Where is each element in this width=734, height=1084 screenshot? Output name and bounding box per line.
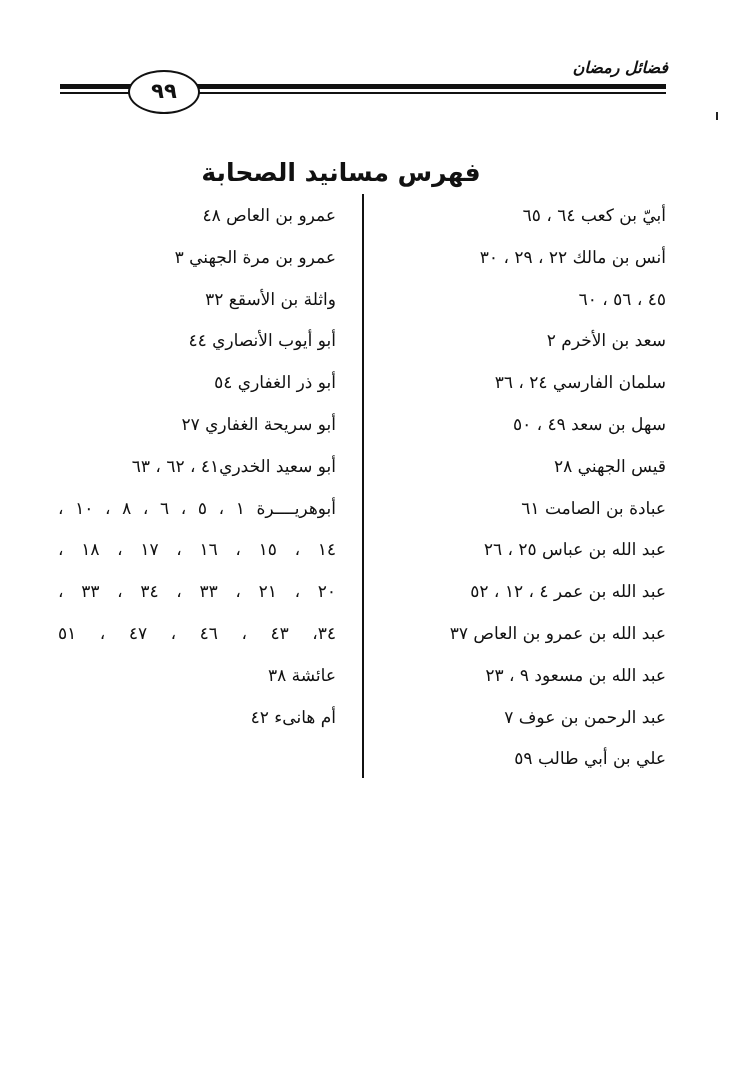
- index-entry: أبو سريحة الغفاري ٢٧: [181, 414, 336, 435]
- index-entry: قيس الجهني ٢٨: [553, 456, 666, 477]
- index-entry: عبد الرحمن بن عوف ٧: [504, 707, 666, 728]
- page-number: ٩٩: [128, 70, 200, 114]
- index-entry-continued: أبوهريــــرة ١ ، ٥ ، ٦ ، ٨ ، ١٠ ،: [58, 498, 336, 519]
- index-entry: سعد بن الأخرم ٢: [546, 331, 666, 352]
- index-entry: عمرو بن مرة الجهني ٣: [174, 247, 336, 268]
- index-entry: عبادة بن الصامت ٦١: [521, 498, 666, 519]
- index-entry: عبد الله بن مسعود ٩ ، ٢٣: [485, 665, 666, 686]
- index-entry: أم هانىء ٤٢: [250, 707, 336, 728]
- index-entry: أبو سعيد الخدري٤١ ، ٦٢ ، ٦٣: [131, 456, 336, 477]
- column-divider: [362, 194, 364, 778]
- index-entry: أنس بن مالك ٢٢ ، ٢٩ ، ٣٠: [479, 247, 666, 268]
- index-entry: عبد الله بن عباس ٢٥ ، ٢٦: [483, 540, 666, 561]
- index-entry: ٤٥ ، ٥٦ ، ٦٠: [578, 289, 666, 310]
- running-head-book-title: فضائل رمضان: [572, 58, 668, 77]
- margin-mark: [716, 112, 718, 120]
- index-entry: واثلة بن الأسقع ٣٢: [205, 289, 336, 310]
- index-entry: سلمان الفارسي ٢٤ ، ٣٦: [494, 373, 666, 394]
- index-entry: عبد الله بن عمر ٤ ، ١٢ ، ٥٢: [470, 582, 666, 603]
- index-column-left: [58, 196, 336, 739]
- index-entry: عمرو بن العاص ٤٨: [202, 206, 336, 226]
- index-entry: عائشة ٣٨: [267, 665, 336, 686]
- index-entry: أبيّ بن كعب ٦٤ ، ٦٥: [522, 206, 666, 226]
- index-entry: سهل بن سعد ٤٩ ، ٥٠: [512, 414, 666, 435]
- index-entry-continued: ٣٤، ٤٣ ، ٤٦ ، ٤٧ ، ٥١: [58, 623, 336, 644]
- page-title: فهرس مسانيد الصحابة: [201, 157, 481, 187]
- index-entry: عبد الله بن عمرو بن العاص ٣٧: [449, 623, 666, 644]
- index-entry: علي بن أبي طالب ٥٩: [514, 749, 666, 770]
- index-entry-continued: ١٤ ، ١٥ ، ١٦ ، ١٧ ، ١٨ ،: [58, 540, 336, 561]
- index-entry: أبو ذر الغفاري ٥٤: [214, 373, 336, 394]
- index-entry-continued: ٢٠ ، ٢١ ، ٣٣ ، ٣٤ ، ٣٣ ،: [58, 582, 336, 603]
- index-column-right: [404, 196, 666, 781]
- index-entry: أبو أيوب الأنصاري ٤٤: [188, 331, 336, 352]
